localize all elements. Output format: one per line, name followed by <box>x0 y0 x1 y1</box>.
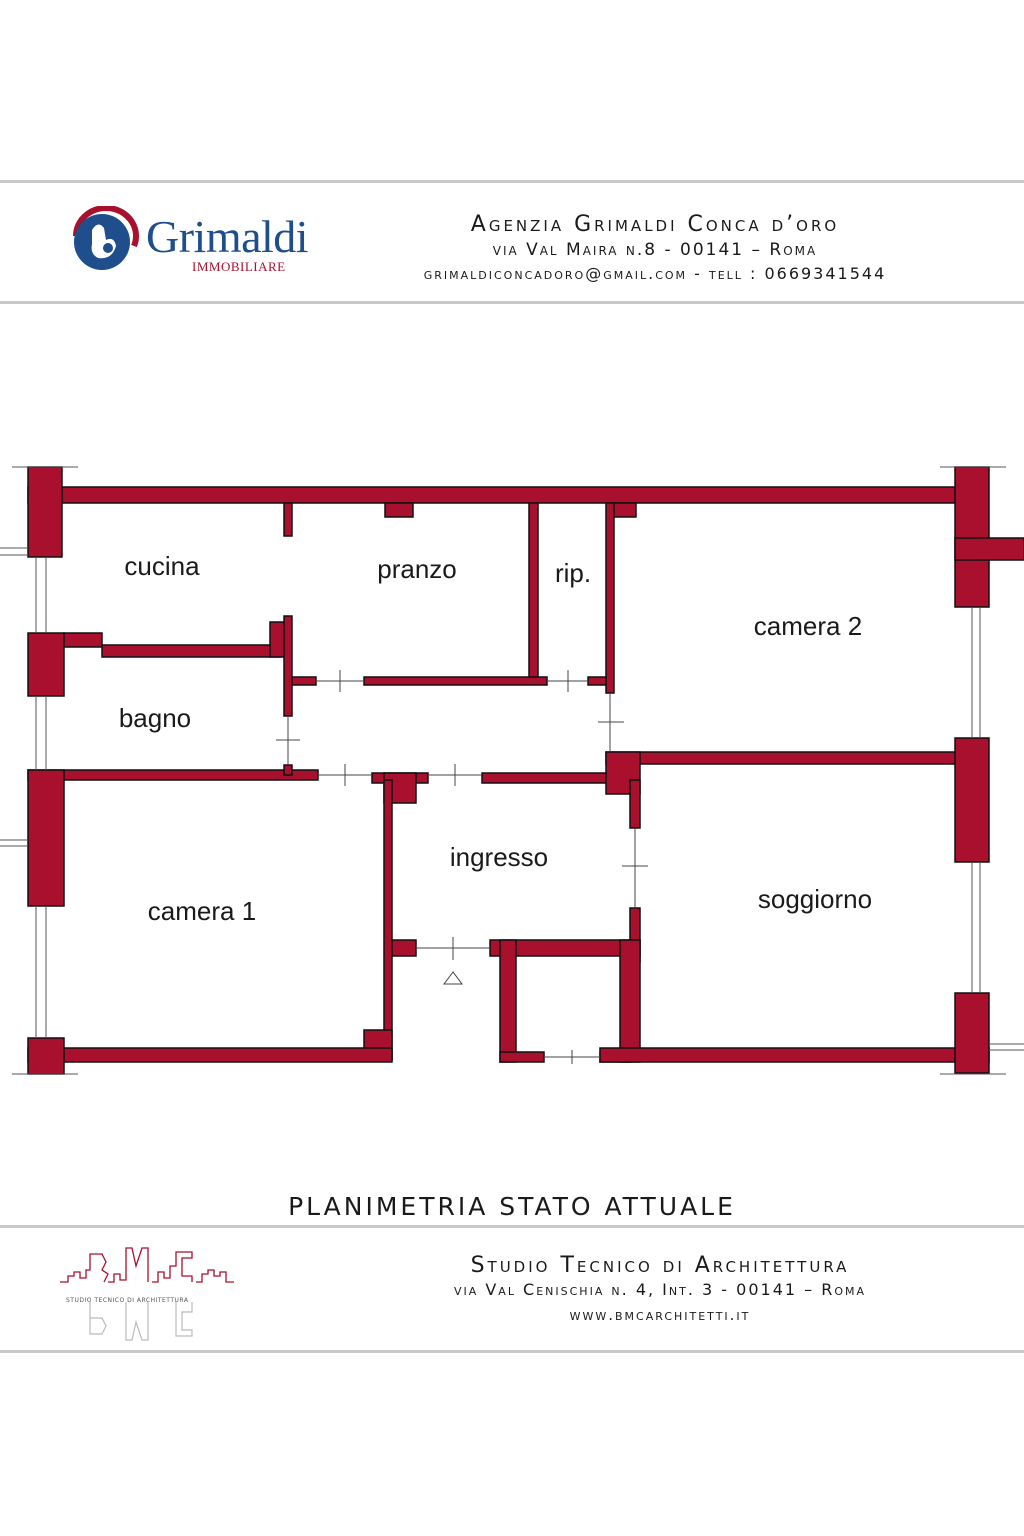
entrance-marker-icon <box>444 972 462 984</box>
room-label-bagno: bagno <box>118 703 192 733</box>
studio-address: via Val Cenischia n. 4, Int. 3 - 00141 – Roma <box>453 1280 867 1299</box>
room-label-soggiorno: soggiorno <box>757 884 873 914</box>
agency-name: Agenzia Grimaldi Conca d’oro <box>470 212 840 237</box>
footer-bottom-rule <box>0 1350 1024 1353</box>
room-label-camera1: camera 1 <box>147 896 257 926</box>
agency-address: via Val Maira n.8 - 00141 – Roma <box>492 240 818 260</box>
room-label-pranzo: pranzo <box>377 554 457 584</box>
studio-website-link[interactable]: www.bmcarchitetti.it <box>569 1306 751 1324</box>
room-label-rip: rip. <box>554 558 592 588</box>
room-label-cucina: cucina <box>124 551 200 581</box>
studio-name: Studio Tecnico di Architettura <box>470 1253 850 1278</box>
footer-top-rule <box>0 1225 1024 1228</box>
room-label-camera2: camera 2 <box>753 611 863 641</box>
bmc-logo-label: STUDIO TECNICO DI ARCHITETTURA <box>66 1297 189 1304</box>
grimaldi-logo-text: Grimaldi <box>146 211 309 262</box>
room-label-ingresso: ingresso <box>449 842 549 872</box>
grimaldi-logo-subtitle: IMMOBILIARE <box>192 259 286 274</box>
agency-contact: grimaldiconcadoro@gmail.com - tell : 0669341544 <box>423 264 887 283</box>
bmc-logo-icon <box>58 1244 238 1344</box>
plan-title: PLANIMETRIA STATO ATTUALE <box>288 1192 736 1221</box>
